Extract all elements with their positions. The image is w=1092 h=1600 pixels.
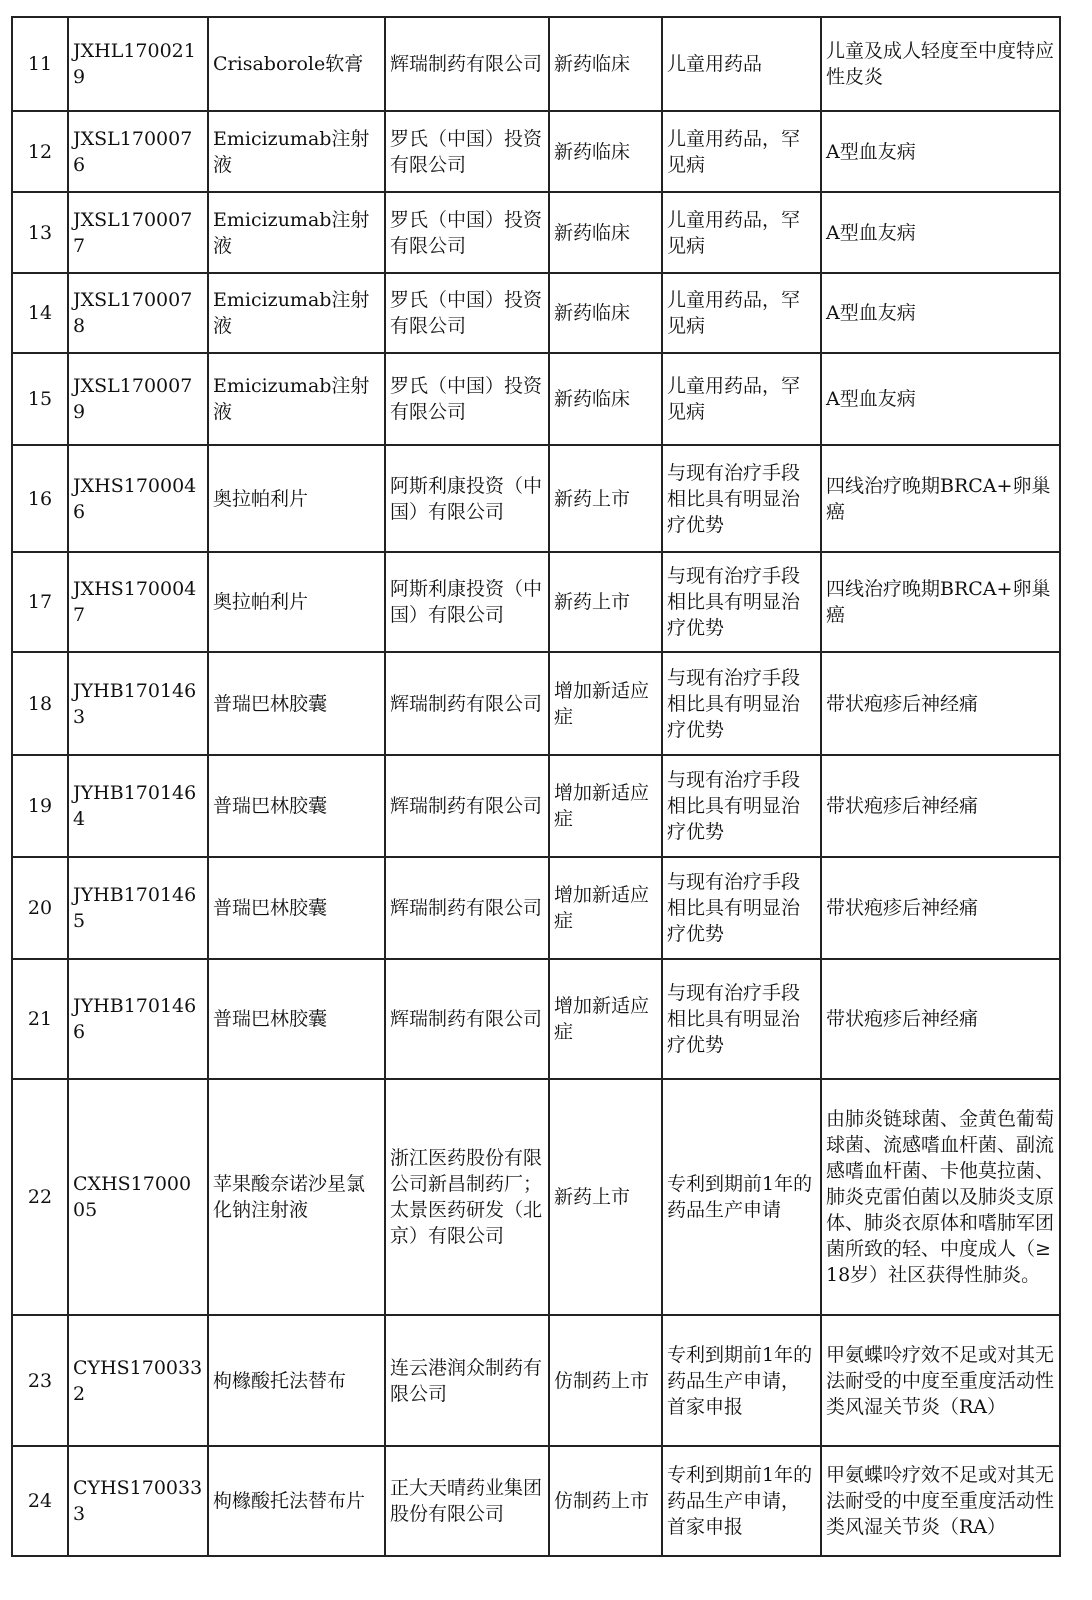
application-type: 增加新适应症 [549,857,662,959]
table-row [12,755,1060,857]
application-type: 仿制药上市 [549,1315,662,1446]
application-type: 增加新适应症 [549,755,662,857]
applicant-company: 浙江医药股份有限公司新昌制药厂；太景医药研发（北京）有限公司 [385,1079,549,1315]
priority-reason: 与现有治疗手段相比具有明显治疗优势 [662,959,821,1079]
row-number: 23 [12,1315,68,1446]
application-type: 新药临床 [549,17,662,111]
drug-name: 普瑞巴林胶囊 [208,652,385,755]
applicant-company: 辉瑞制药有限公司 [385,17,549,111]
row-number: 18 [12,652,68,755]
table-row [12,17,1060,111]
indication: 带状疱疹后神经痛 [821,755,1060,857]
table-row [12,652,1060,755]
row-number: 15 [12,353,68,445]
acceptance-code: JYHB1701465 [68,857,208,959]
drug-name: Emicizumab注射液 [208,273,385,353]
applicant-company: 辉瑞制药有限公司 [385,755,549,857]
row-number: 24 [12,1446,68,1556]
indication: 四线治疗晚期BRCA+卵巢癌 [821,445,1060,552]
table-row [12,857,1060,959]
acceptance-code: JYHB1701463 [68,652,208,755]
acceptance-code: CYHS1700332 [68,1315,208,1446]
indication: 带状疱疹后神经痛 [821,959,1060,1079]
drug-name: Emicizumab注射液 [208,353,385,445]
row-number: 21 [12,959,68,1079]
row-number: 11 [12,17,68,111]
application-type: 增加新适应症 [549,652,662,755]
priority-reason: 与现有治疗手段相比具有明显治疗优势 [662,755,821,857]
priority-reason: 专利到期前1年的药品生产申请，首家申报 [662,1446,821,1556]
priority-reason: 与现有治疗手段相比具有明显治疗优势 [662,552,821,652]
table-row [12,1079,1060,1315]
table-row [12,273,1060,353]
indication: 四线治疗晚期BRCA+卵巢癌 [821,552,1060,652]
row-number: 20 [12,857,68,959]
drug-name: 枸橼酸托法替布 [208,1315,385,1446]
applicant-company: 阿斯利康投资（中国）有限公司 [385,445,549,552]
applicant-company: 罗氏（中国）投资有限公司 [385,353,549,445]
priority-reason: 与现有治疗手段相比具有明显治疗优势 [662,857,821,959]
acceptance-code: JXHL1700219 [68,17,208,111]
application-type: 新药临床 [549,111,662,192]
indication: 儿童及成人轻度至中度特应性皮炎 [821,17,1060,111]
applicant-company: 连云港润众制药有限公司 [385,1315,549,1446]
priority-reason: 儿童用药品，罕见病 [662,111,821,192]
row-number: 22 [12,1079,68,1315]
table-row [12,192,1060,273]
applicant-company: 罗氏（中国）投资有限公司 [385,111,549,192]
applicant-company: 罗氏（中国）投资有限公司 [385,273,549,353]
row-number: 16 [12,445,68,552]
acceptance-code: JXSL1700078 [68,273,208,353]
drug-name: 普瑞巴林胶囊 [208,755,385,857]
indication: A型血友病 [821,111,1060,192]
acceptance-code: JXHS1700047 [68,552,208,652]
table-row [12,552,1060,652]
indication: A型血友病 [821,192,1060,273]
acceptance-code: JXSL1700076 [68,111,208,192]
acceptance-code: JYHB1701464 [68,755,208,857]
indication: 由肺炎链球菌、金黄色葡萄球菌、流感嗜血杆菌、副流感嗜血杆菌、卡他莫拉菌、肺炎克雷伯菌以及肺炎支原体、肺炎衣原体和嗜肺军团菌所致的轻、中度成人（≥18岁）社区获得性肺炎。 [821,1079,1060,1315]
application-type: 新药临床 [549,273,662,353]
applicant-company: 辉瑞制药有限公司 [385,652,549,755]
indication: A型血友病 [821,353,1060,445]
table-row [12,959,1060,1079]
drug-name: 苹果酸奈诺沙星氯化钠注射液 [208,1079,385,1315]
applicant-company: 正大天晴药业集团股份有限公司 [385,1446,549,1556]
drug-name: 普瑞巴林胶囊 [208,857,385,959]
drug-name: Crisaborole软膏 [208,17,385,111]
acceptance-code: CYHS1700333 [68,1446,208,1556]
application-type: 新药上市 [549,1079,662,1315]
acceptance-code: JXSL1700077 [68,192,208,273]
application-type: 新药上市 [549,445,662,552]
indication: 带状疱疹后神经痛 [821,652,1060,755]
applicant-company: 辉瑞制药有限公司 [385,857,549,959]
application-type: 仿制药上市 [549,1446,662,1556]
acceptance-code: JXSL1700079 [68,353,208,445]
priority-reason: 与现有治疗手段相比具有明显治疗优势 [662,445,821,552]
indication: 甲氨蝶呤疗效不足或对其无法耐受的中度至重度活动性类风湿关节炎（RA） [821,1446,1060,1556]
indication: 甲氨蝶呤疗效不足或对其无法耐受的中度至重度活动性类风湿关节炎（RA） [821,1315,1060,1446]
table-row [12,111,1060,192]
drug-name: 普瑞巴林胶囊 [208,959,385,1079]
drug-name: 奥拉帕利片 [208,552,385,652]
drug-name: 枸橼酸托法替布片 [208,1446,385,1556]
priority-reason: 与现有治疗手段相比具有明显治疗优势 [662,652,821,755]
acceptance-code: JYHB1701466 [68,959,208,1079]
applicant-company: 罗氏（中国）投资有限公司 [385,192,549,273]
priority-reason: 儿童用药品，罕见病 [662,353,821,445]
table-row [12,445,1060,552]
application-type: 新药临床 [549,353,662,445]
indication: 带状疱疹后神经痛 [821,857,1060,959]
application-type: 新药上市 [549,552,662,652]
priority-reason: 儿童用药品，罕见病 [662,192,821,273]
acceptance-code: CXHS1700005 [68,1079,208,1315]
priority-reason: 儿童用药品 [662,17,821,111]
row-number: 12 [12,111,68,192]
table-row [12,353,1060,445]
table-row [12,1446,1060,1556]
table-row [12,1315,1060,1446]
drug-name: 奥拉帕利片 [208,445,385,552]
applicant-company: 阿斯利康投资（中国）有限公司 [385,552,549,652]
application-type: 增加新适应症 [549,959,662,1079]
row-number: 13 [12,192,68,273]
row-number: 14 [12,273,68,353]
priority-reason: 专利到期前1年的药品生产申请，首家申报 [662,1315,821,1446]
drug-name: Emicizumab注射液 [208,111,385,192]
row-number: 17 [12,552,68,652]
acceptance-code: JXHS1700046 [68,445,208,552]
applicant-company: 辉瑞制药有限公司 [385,959,549,1079]
application-type: 新药临床 [549,192,662,273]
indication: A型血友病 [821,273,1060,353]
row-number: 19 [12,755,68,857]
priority-reason: 儿童用药品，罕见病 [662,273,821,353]
drug-registration-table [11,16,1061,1557]
priority-reason: 专利到期前1年的药品生产申请 [662,1079,821,1315]
drug-name: Emicizumab注射液 [208,192,385,273]
